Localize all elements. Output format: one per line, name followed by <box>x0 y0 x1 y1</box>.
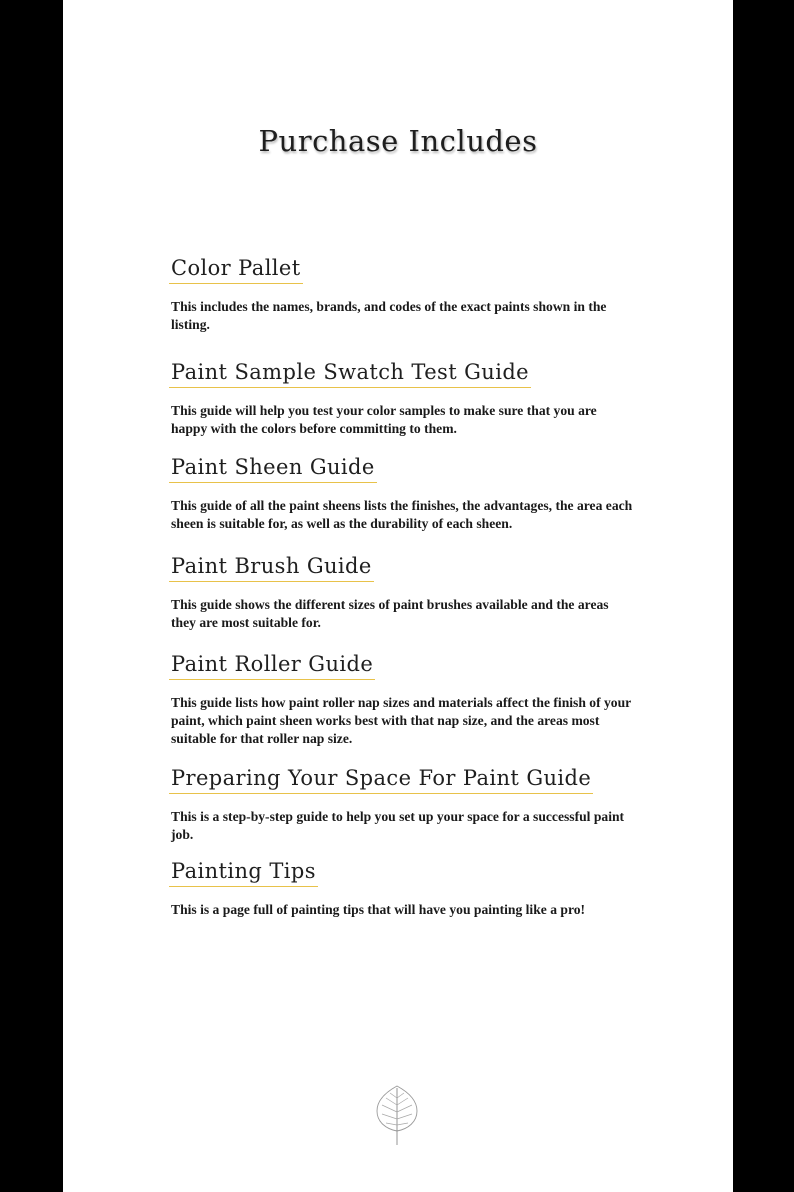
section-heading: Color Pallet <box>169 254 303 284</box>
section-heading: Paint Sample Swatch Test Guide <box>169 358 531 388</box>
section-preparing-space-guide <box>169 764 639 844</box>
document-page <box>63 0 733 1192</box>
leaf-icon <box>374 1084 420 1153</box>
page-title: Purchase Includes <box>258 124 538 158</box>
section-sheen-guide <box>169 453 639 533</box>
section-brush-guide <box>169 552 639 632</box>
section-description: This is a page full of painting tips that will have you painting like a pro! <box>171 902 586 917</box>
section-description: This guide shows the different sizes of paint brushes available and the areas they are most suitable for. <box>171 597 609 630</box>
section-painting-tips <box>169 857 639 919</box>
section-heading: Paint Brush Guide <box>169 552 374 582</box>
section-heading: Paint Sheen Guide <box>169 453 377 483</box>
section-heading: Preparing Your Space For Paint Guide <box>169 764 593 794</box>
section-description: This guide of all the paint sheens lists the finishes, the advantages, the area each sheen is suitable for, as well as the durability of each sheen. <box>171 498 633 531</box>
section-roller-guide <box>169 650 639 748</box>
section-description: This includes the names, brands, and codes of the exact paints shown in the listing. <box>171 299 607 332</box>
section-heading: Paint Roller Guide <box>169 650 375 680</box>
section-description: This guide lists how paint roller nap sizes and materials affect the finish of your paint, which paint sheen works best with that nap size, and the areas most suitable for that roller nap size. <box>171 695 631 746</box>
section-heading: Painting Tips <box>169 857 318 887</box>
section-color-pallet <box>169 254 639 334</box>
section-description: This is a step-by-step guide to help you set up your space for a successful paint job. <box>171 809 625 842</box>
section-swatch-test-guide <box>169 358 639 438</box>
section-description: This guide will help you test your color samples to make sure that you are happy with the colors before committing to them. <box>171 403 597 436</box>
